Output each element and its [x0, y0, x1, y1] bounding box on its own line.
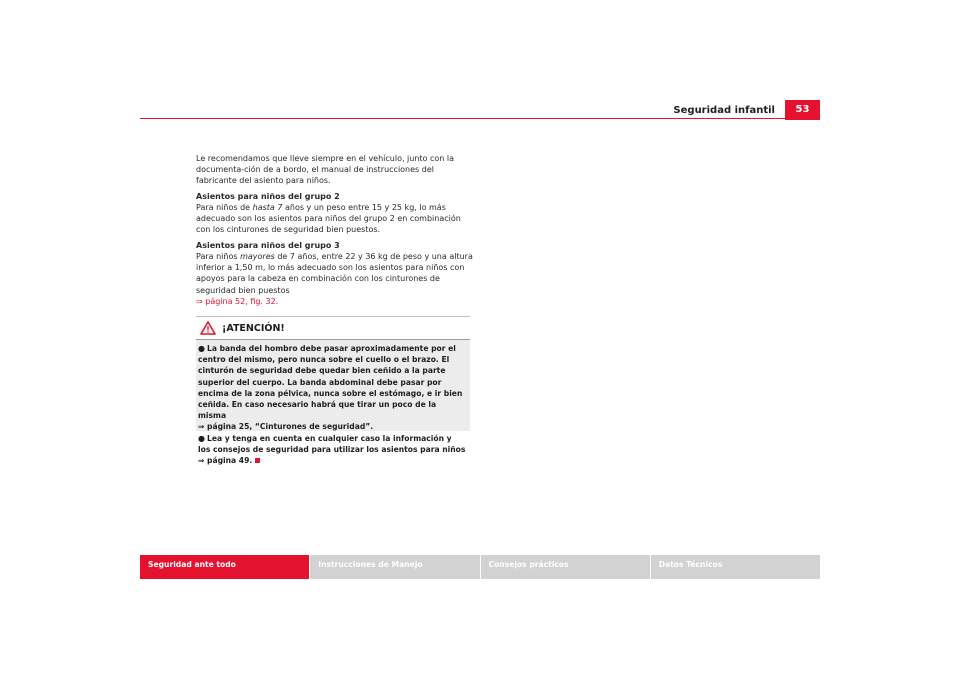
warning-item: ● La banda del hombro debe pasar aproximadamente por el centro del mismo, pero nunca sobre el cuello o el brazo. El cinturón de seguridad debe quedar bien ceñido a la parte superior del cuerpo. La banda abdominal debe pasar por encima de la zona pélvica, nunca sobre el estómago, e ir bien ceñida. En caso necesario habrá que tirar un poco de la misma ⇒ página 25, “Cinturones de seguridad”.: [198, 344, 463, 432]
group3-paragraph: Para niños mayores de 7 años, entre 22 y 36 kg de peso y una altura inferior a 1,50 m, lo más adecuado son los asientos para niños con apoyos para la cabeza en combinación con los cinturones de seguridad bien puestos ⇒ página 52, fig. 32.: [196, 252, 473, 306]
arrow-icon: ⇒: [196, 296, 203, 306]
bullet-icon: ●: [198, 344, 205, 353]
page-title: Seguridad infantil: [673, 105, 775, 116]
group2-heading: Asientos para niños del grupo 2: [196, 191, 340, 201]
arrow-icon: ⇒: [198, 422, 205, 432]
warning-reference[interactable]: página 25, “Cinturones de seguridad”.: [207, 422, 374, 432]
page-number: 53: [785, 100, 820, 120]
warning-box: [196, 316, 470, 466]
footer-tab-consejos[interactable]: Consejos prácticos: [481, 555, 650, 579]
footer-nav: [140, 555, 820, 579]
bullet-icon: ●: [198, 433, 205, 443]
main-column: [196, 153, 476, 311]
arrow-icon: ⇒: [198, 456, 205, 466]
warning-triangle-icon: [200, 321, 216, 335]
warning-title: ¡ATENCIÓN!: [222, 323, 285, 334]
footer-tab-seguridad[interactable]: Seguridad ante todo: [140, 555, 309, 579]
group3-heading: Asientos para niños del grupo 3: [196, 240, 340, 250]
warning-header: [196, 317, 470, 340]
intro-paragraph: Le recomendamos que lleve siempre en el vehículo, junto con la documenta-ción de a bordo, el manual de instrucciones del fabricante del asiento para niños.: [196, 154, 455, 186]
header-divider: [140, 118, 785, 119]
warning-item: ● Lea y tenga en cuenta en cualquier caso la información y los consejos de seguridad para utilizar los asientos para niños ⇒ página 49.: [198, 433, 466, 466]
group2-paragraph: Para niños de hasta 7 años y un peso entre 15 y 25 kg, lo más adecuado son los asientos para niños del grupo 2 en combinación con los cinturones de seguridad bien puestos.: [196, 203, 461, 235]
page-link[interactable]: página 52, fig. 32: [205, 296, 276, 306]
footer-tab-instrucciones[interactable]: Instrucciones de Manejo: [310, 555, 479, 579]
warning-body: [198, 343, 466, 466]
end-mark-icon: [255, 458, 260, 463]
warning-reference[interactable]: página 49.: [207, 456, 253, 466]
footer-tab-datos[interactable]: Datos Técnicos: [651, 555, 820, 579]
